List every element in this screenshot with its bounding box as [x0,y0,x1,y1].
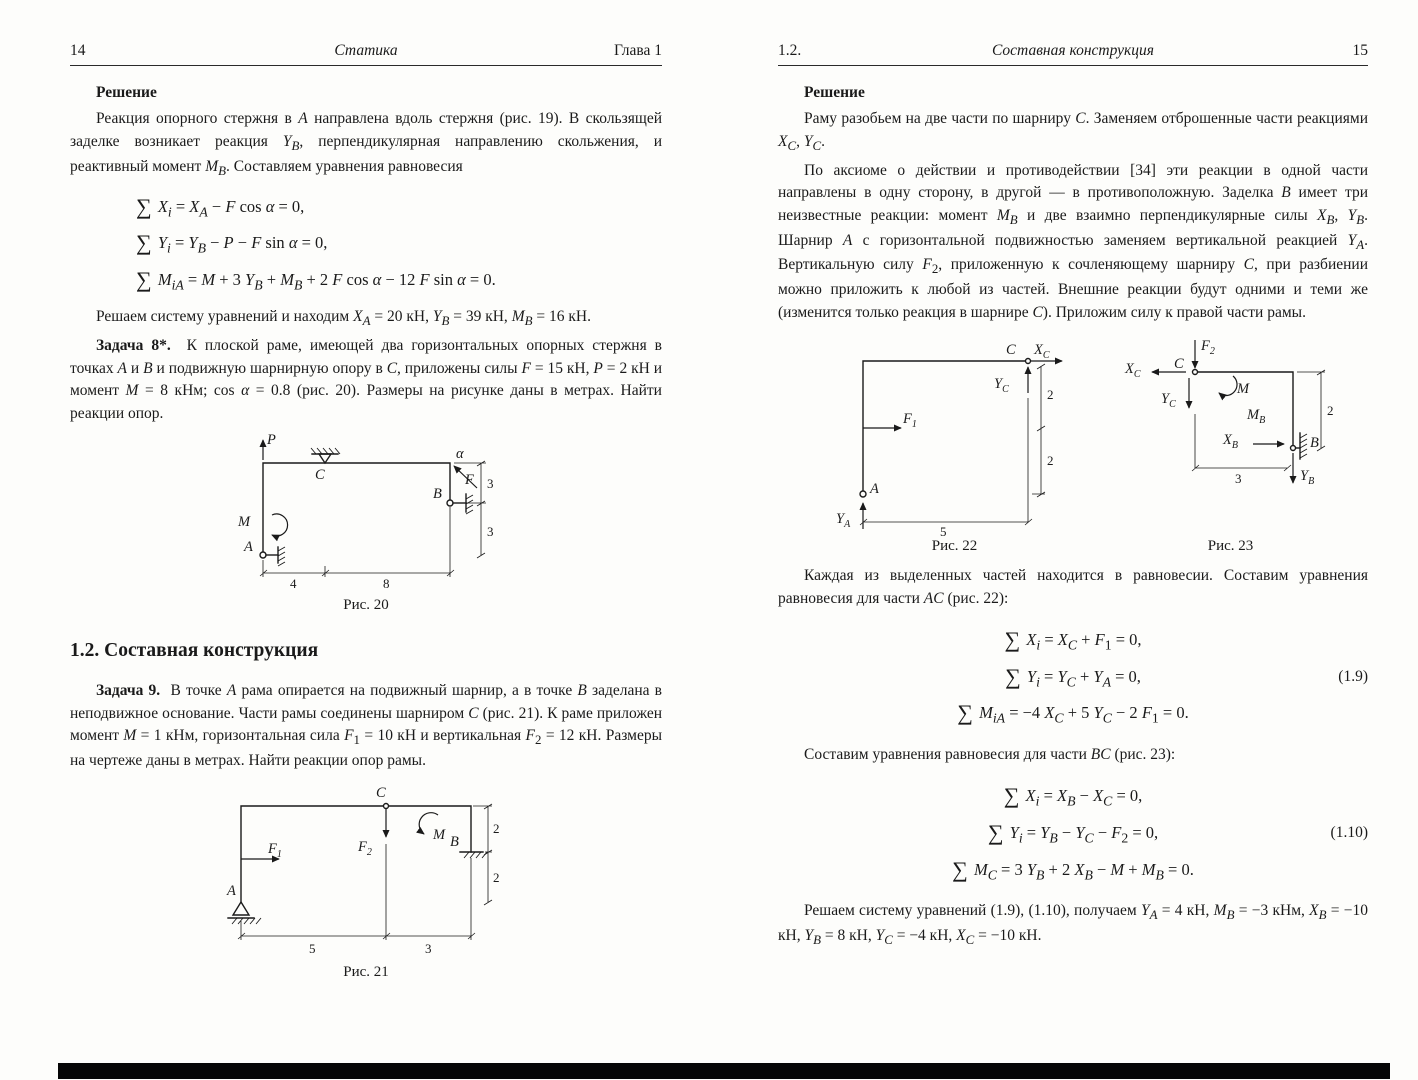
equation-group-1-9 [778,626,1368,728]
task8-label: Задача 8*. [96,337,171,355]
figure-22-caption: Рис. 22 [931,538,978,555]
fig23-label-B: B [1310,435,1319,452]
fig22-label-YA: $Y_A$ [836,511,851,531]
task9-label: Задача 9. [96,682,161,700]
equation-line: ∑ $M_{iA} = -4$ $X_C + 5$ $Y_C - 2$ $F_1 = 0$. [957,700,1189,726]
page-number-left: 14 [70,42,86,59]
equation-line: ∑ $M_{iA} = M + 3$ $Y_B + M_B + 2$ F cos α − 12 F sin α = 0. [136,266,496,293]
fig22-label-F1: $F_1$ [903,411,917,431]
figure-21-drawing [226,784,506,960]
equation-number-1-10: (1.10) [1330,824,1368,842]
fig23-dim-3: 3 [1235,471,1242,487]
figure-row [778,336,1368,555]
fig23-label-YB: $Y_B$ [1300,468,1315,488]
fig20-dim-8: 8 [383,576,390,592]
figure-21 [226,784,506,981]
fig21-dim-5: 5 [309,941,316,957]
page-right [778,42,1368,954]
solution-paragraph-2: По аксиоме о действии и противодействии [34] эти реакции в одной части направлены в одну сторону, в другой — в противоположную. Заделка B имеет три неизвестные реакции: момент $M_B$ и две взаимно перпендикулярные силы $X_B$, $Y_B$. Шарнир A с горизонтальной подвижностью заменяем вертикальной реакцией $Y_A$. Вертикальную силу $F_2$, приложенную к сочленяющему шарниру C, при разбиении можно приложить к любой из частей. Внешние реакции будут одними и теми же (изменится только реакция в шарнире C). Приложим силу к правой части рамы. [778,161,1369,321]
fig21-dim-2a: 2 [493,821,500,837]
fig22-dim-2a: 2 [1047,387,1054,403]
solution-heading-right: Решение [804,84,865,101]
solution-paragraph-1: Раму разобьем на две части по шарниру C. Заменяем отброшенные части реакциями $X_C$, $Y_C$. [778,110,1368,154]
task8-text: К плоской раме, имеющей два горизонтальных опорных стержня в точках A и B и подвижную шарнирную опору в C, приложены силы F = 15 кН, P = 2 кН и момент M = 8 кНм; cos α = 0.8 (рис. 20). Размеры на рисунке даны в метрах. Найти реакции опор. [70,337,663,422]
equation-line: ∑ $X_i = X_B - X_C = 0$, [1003,783,1143,809]
figure-23 [1123,336,1338,555]
fig23-label-XB: $X_B$ [1223,432,1238,452]
page-left [70,42,662,981]
section-number: 1.2. [778,42,802,59]
fig23-dim-2: 2 [1327,403,1334,419]
page-number-right: 15 [1352,42,1368,59]
fig22-label-A: A [870,481,879,498]
fig22-label-C: C [1006,342,1016,359]
scan-bottom-edge [58,1063,1390,1079]
fig22-dim-5: 5 [940,524,947,540]
equation-line: ∑ $M_C = 3$ $Y_B + 2$ $X_B - M + M_B = 0$. [952,856,1194,882]
solution-paragraph: Реакция опорного стержня в A направлена вдоль стержня (рис. 19). В скользящей заделке возникает реакция $Y_B$, перпендикулярная направлению скольжения, и реактивный момент $M_B$. Составляем уравнения равновесия [70,110,662,178]
equilibrium-equations [136,193,662,295]
fig20-label-alpha: α [456,446,464,463]
fig20-label-F: F [465,472,474,489]
chapter-label: Глава 1 [613,42,662,59]
equation-line: ∑ $Y_i = Y_B - Y_C - F_2 = 0$, [987,819,1159,846]
figure-22 [836,336,1073,555]
equilibrium-intro-ac: Каждая из выделенных частей находится в равновесии. Составим уравнения равновесия для части AC (рис. 22): [778,567,1368,607]
running-head-left [70,42,662,66]
fig23-label-M: M [1237,381,1250,398]
equation-line: ∑ $Y_i = Y_B - P - F$ sin α = 0, [136,230,328,256]
equilibrium-intro-bc: Составим уравнения равновесия для части BC (рис. 23): [804,745,1176,763]
fig23-label-XC: $X_C$ [1125,361,1141,381]
fig21-label-M: M [433,827,446,844]
fig23-label-C: C [1174,356,1184,373]
fig21-dim-2b: 2 [493,870,500,886]
figure-20-caption: Рис. 20 [343,597,389,614]
fig21-dim-3: 3 [425,941,432,957]
running-title-right: Составная конструкция [991,42,1154,59]
fig21-label-F2: $F_2$ [358,839,372,859]
running-head-right [778,42,1368,66]
equation-number-1-9: (1.9) [1338,667,1368,685]
task8-paragraph [70,335,662,425]
fig20-label-C: C [315,467,325,484]
fig22-dim-2b: 2 [1047,453,1054,469]
fig20-label-M: M [238,514,251,531]
result-paragraph: Решаем систему уравнений и находим $X_A = 20$ кН, $Y_B = 39$ кН, $M_B = 16$ кН. [96,308,591,329]
equation-line: ∑ $X_i = X_A - F$ cos α = 0, [136,193,305,219]
task9-paragraph [70,680,662,772]
equation-group-1-10 [778,782,1368,884]
fig21-label-B: B [450,834,459,851]
equation-line: ∑ $Y_i = Y_C + Y_A = 0$, [1005,663,1141,689]
final-result-paragraph: Решаем систему уравнений (1.9), (1.10), получаем $Y_A = 4$ кН, $M_B = -3$ кНм, $X_B = -10$ кН, $Y_B = 8$ кН, $Y_C = -4$ кН, $X_C = -10$ кН. [778,902,1369,948]
fig20-label-P: P [267,432,276,449]
fig20-dim-3a: 3 [487,476,494,492]
task9-text: В точке A рама опирается на подвижный шарнир, а в точке B заделана в неподвижное основание. Части рамы соединены шарниром C (рис. 21). К раме приложен момент M = 1 кНм, горизонтальная сила $F_1 = 10$ кН и вертикальная $F_2 = 12$ кН. Размеры на чертеже даны в метрах. Найти реакции опор рамы. [70,682,662,769]
equation-line: ∑ $X_i = X_C + F_1 = 0$, [1004,627,1142,653]
fig20-dim-4: 4 [290,576,297,592]
fig21-label-F1: $F_1$ [268,841,282,861]
fig22-label-XC: $X_C$ [1034,342,1050,362]
fig23-label-YC: $Y_C$ [1161,391,1176,411]
running-title-left: Статика [334,42,398,59]
fig21-label-C: C [376,785,386,802]
fig20-label-A: A [244,539,253,556]
fig23-label-MB: $M_B$ [1247,407,1266,427]
section-heading: 1.2. Составная конструкция [70,640,319,662]
figure-22-drawing [836,336,1073,540]
figure-23-caption: Рис. 23 [1207,538,1254,555]
fig20-label-B: B [433,486,442,503]
figure-20 [235,433,497,614]
fig21-label-A: A [227,883,236,900]
fig20-dim-3b: 3 [487,524,494,540]
figure-21-caption: Рис. 21 [343,964,389,981]
solution-heading-left: Решение [96,84,157,101]
fig23-label-F2: $F_2$ [1201,338,1215,358]
fig22-label-YC: $Y_C$ [994,376,1009,396]
